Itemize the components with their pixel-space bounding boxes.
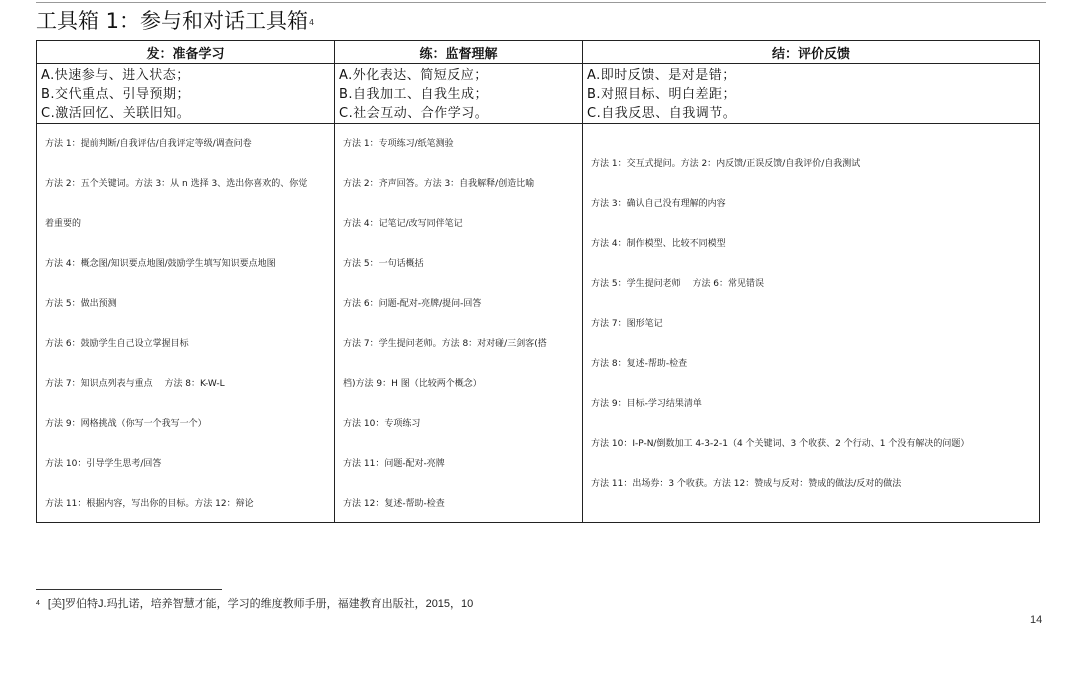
method-item: 方法 1：交互式提问。方法 2：内反馈/正误反馈/自我评价/自我测试 [591,159,861,169]
toolbox-table [36,40,1040,523]
methods-cell-conclude [583,124,1040,523]
method-item: 方法 7：学生提问老师。方法 8：对对碰/三剑客(搭 [343,339,547,349]
method-item: 方法 1：专项练习/纸笔测验 [343,139,454,149]
methods-cell-prepare [37,124,335,523]
goal-item: A.外化表达、简短反应； [339,68,488,83]
top-rule [36,2,1046,3]
method-item: 方法 9：目标-学习结果清单 [591,399,702,409]
method-item: 方法 2：齐声回答。方法 3：自我解释/创造比喻 [343,179,535,189]
column-header-conclude: 结：评价反馈 [583,41,1040,64]
method-item: 着重要的 [45,219,82,229]
method-item: 方法 5：一句话概括 [343,259,424,269]
method-item: 方法 12：复述-帮助-检查 [343,499,445,509]
method-item: 方法 6：问题-配对-亮牌/提问-回答 [343,299,482,309]
methods-row [37,124,1040,523]
goals-cell-prepare [37,64,335,124]
method-item: 方法 5：学生提问老师 方法 6：常见错误 [591,279,765,289]
method-item: 档)方法 9：H 图（比较两个概念） [343,379,482,389]
header-row [37,41,1040,64]
goal-item: C.自我反思、自我调节。 [587,106,737,121]
method-item: 方法 10：引导学生思考/回答 [45,459,162,469]
method-item: 方法 4：制作模型、比较不同模型 [591,239,726,249]
methods-cell-practice [335,124,583,523]
method-item: 方法 7：知识点列表与重点 方法 8：K-W-L [45,379,225,389]
footnote-mark: 4 [36,600,40,607]
page-title [36,8,314,34]
method-item: 方法 11：问题-配对-亮牌 [343,459,445,469]
method-item: 方法 8：复述-帮助-检查 [591,359,688,369]
title-text: 工具箱 1：参与和对话工具箱 [36,9,309,33]
method-item: 方法 3：确认自己没有理解的内容 [591,199,726,209]
method-item: 方法 10：I-P-N/倒数加工 4-3-2-1（4 个关键词、3 个收获、2 个行动、1 个没有解决的问题） [591,439,970,449]
goal-item: A.即时反馈、是对是错； [587,68,736,83]
method-item: 方法 9：网格挑战（你写一个我写一个） [45,419,207,429]
method-item: 方法 1：提前判断/自我评估/自我评定等级/调查问卷 [45,139,252,149]
goals-cell-practice [335,64,583,124]
goal-item: C.社会互动、合作学习。 [339,106,489,121]
footnote-rule [36,589,222,590]
goals-row [37,64,1040,124]
method-item: 方法 6：鼓励学生自己设立掌握目标 [45,339,189,349]
method-item: 方法 11：出场券：3 个收获。方法 12：赞成与反对：赞成的做法/反对的做法 [591,479,902,489]
footnote [36,597,473,611]
goal-item: A.快速参与、进入状态； [41,68,190,83]
column-header-practice: 练：监督理解 [335,41,583,64]
method-item: 方法 4：概念图/知识要点地图/鼓励学生填写知识要点地图 [45,259,276,269]
column-header-prepare: 发：准备学习 [37,41,335,64]
method-item: 方法 10：专项练习 [343,419,421,429]
title-footnote-ref: 4 [309,18,315,27]
goal-item: B.自我加工、自我生成； [339,87,489,102]
goal-item: B.对照目标、明白差距； [587,87,737,102]
goals-cell-conclude [583,64,1040,124]
method-item: 方法 2：五个关键词。方法 3：从 n 选择 3、选出你喜欢的、你觉 [45,179,308,189]
footnote-text: [美]罗伯特J.玛扎诺，培养智慧才能，学习的维度教师手册，福建教育出版社，2015，10 [47,598,474,610]
goal-item: C.激活回忆、关联旧知。 [41,106,191,121]
goal-item: B.交代重点、引导预期； [41,87,191,102]
method-item: 方法 11：根据内容，写出你的目标。方法 12：辩论 [45,499,254,509]
page-number: 14 [1030,614,1043,626]
method-item: 方法 7：图形笔记 [591,319,663,329]
method-item: 方法 5：做出预测 [45,299,117,309]
method-item: 方法 4：记笔记/改写同伴笔记 [343,219,463,229]
